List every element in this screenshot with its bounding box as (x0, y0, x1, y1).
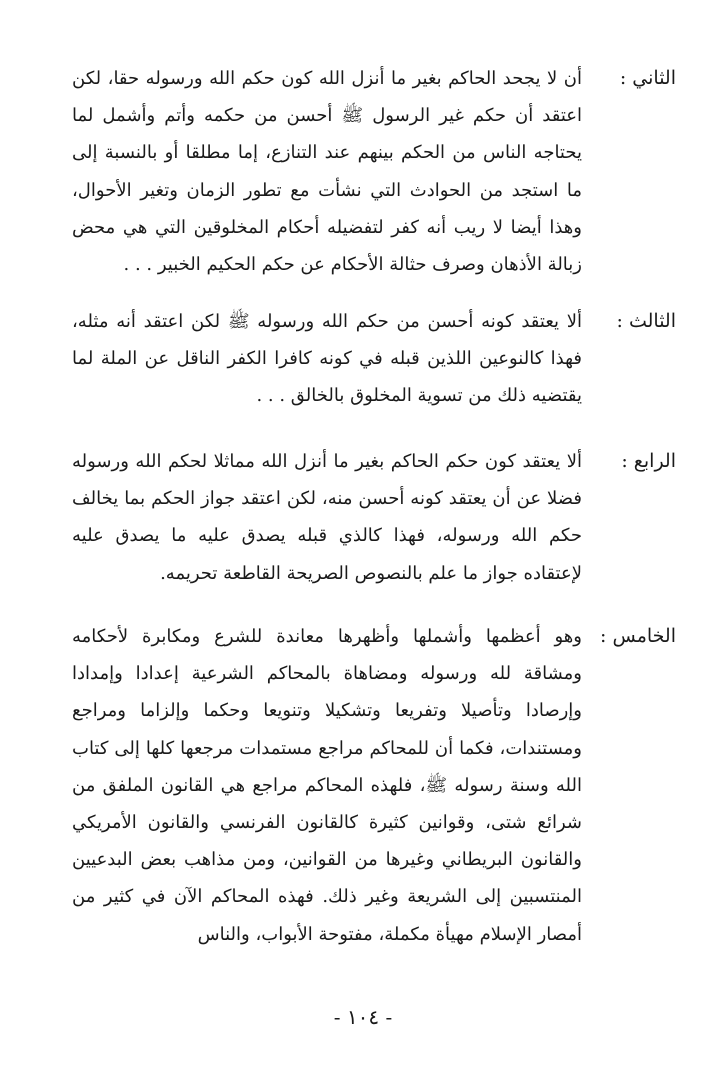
section-text: ألا يعتقد كون حكم الحاكم بغير ما أنزل الله مماثلا لحكم الله ورسوله فضلا عن أن يعتقد كونه أحسن منه، لكن اعتقد جواز الحكم بما يخالف حكم الله ورسوله، فهذا كالذي قبله يصدق عليه ما يصدق عليه لإعتقاده جواز ما علم بالنصوص الصريحة القاطعة تحريمه. (72, 451, 582, 584)
section-text: وهو أعظمها وأشملها وأظهرها معاندة للشرع ومكابرة لأحكامه ومشاقة لله ورسوله ومضاهاة بالمحاكم الشرعية إعدادا وإمدادا وإرصادا وتأصيلا وتفريعا وتشكيلا وتنويعا وحكما وإلزاما ومراجع ومستندات، فكما أن للمحاكم مراجع مستمدات مرجعها كلها إلى كتاب الله وسنة رسوله ﷺ، فلهذه المحاكم مراجع هي القانون الملفق من شرائع شتى، وقوانين كثيرة كالقانون الفرنسي والقانون الأمريكي والقانون البريطاني وغيرها من القوانين، ومن مذاهب بعض البدعيين المنتسبين إلى الشريعة وغير ذلك. فهذه المحاكم الآن في كثير من أمصار الإسلام مهيأة مكملة، مفتوحة الأبواب، والناس (72, 626, 582, 945)
section-label: الرابع : (621, 450, 676, 472)
section-text: ألا يعتقد كونه أحسن من حكم الله ورسوله ﷺ لكن اعتقد أنه مثله، فهذا كالنوعين اللذين قبله في كونه كافرا الكفر الناقل عن الملة لما يقتضيه ذلك من تسوية المخلوق بالخالق . . . (72, 311, 582, 407)
section-text: أن لا يجحد الحاكم بغير ما أنزل الله كون حكم الله ورسوله حقا، لكن اعتقد أن حكم غير الرسول ﷺ أحسن من حكمه وأتم وأشمل لما يحتاجه الناس من الحكم بينهم عند التنازع، إما مطلقا أو بالنسبة إلى ما استجد من الحوادث التي نشأت مع تطور الزمان وتغير الأحوال، وهذا أيضا لا ريب أنه كفر لتفضيله أحكام المخلوقين التي هي محض زبالة الأذهان وصرف حثالة الأحكام عن حكم الحكيم الخبير . . . (72, 68, 583, 276)
section-label: الثالث : (616, 310, 676, 332)
section-fifth (72, 618, 676, 978)
page-number: - ١٠٤ - (333, 1005, 393, 1029)
section-second (72, 60, 676, 300)
section-label: الثاني : (619, 67, 676, 89)
section-third (72, 303, 676, 423)
section-fourth (72, 443, 676, 623)
section-label: الخامس : (600, 625, 676, 647)
